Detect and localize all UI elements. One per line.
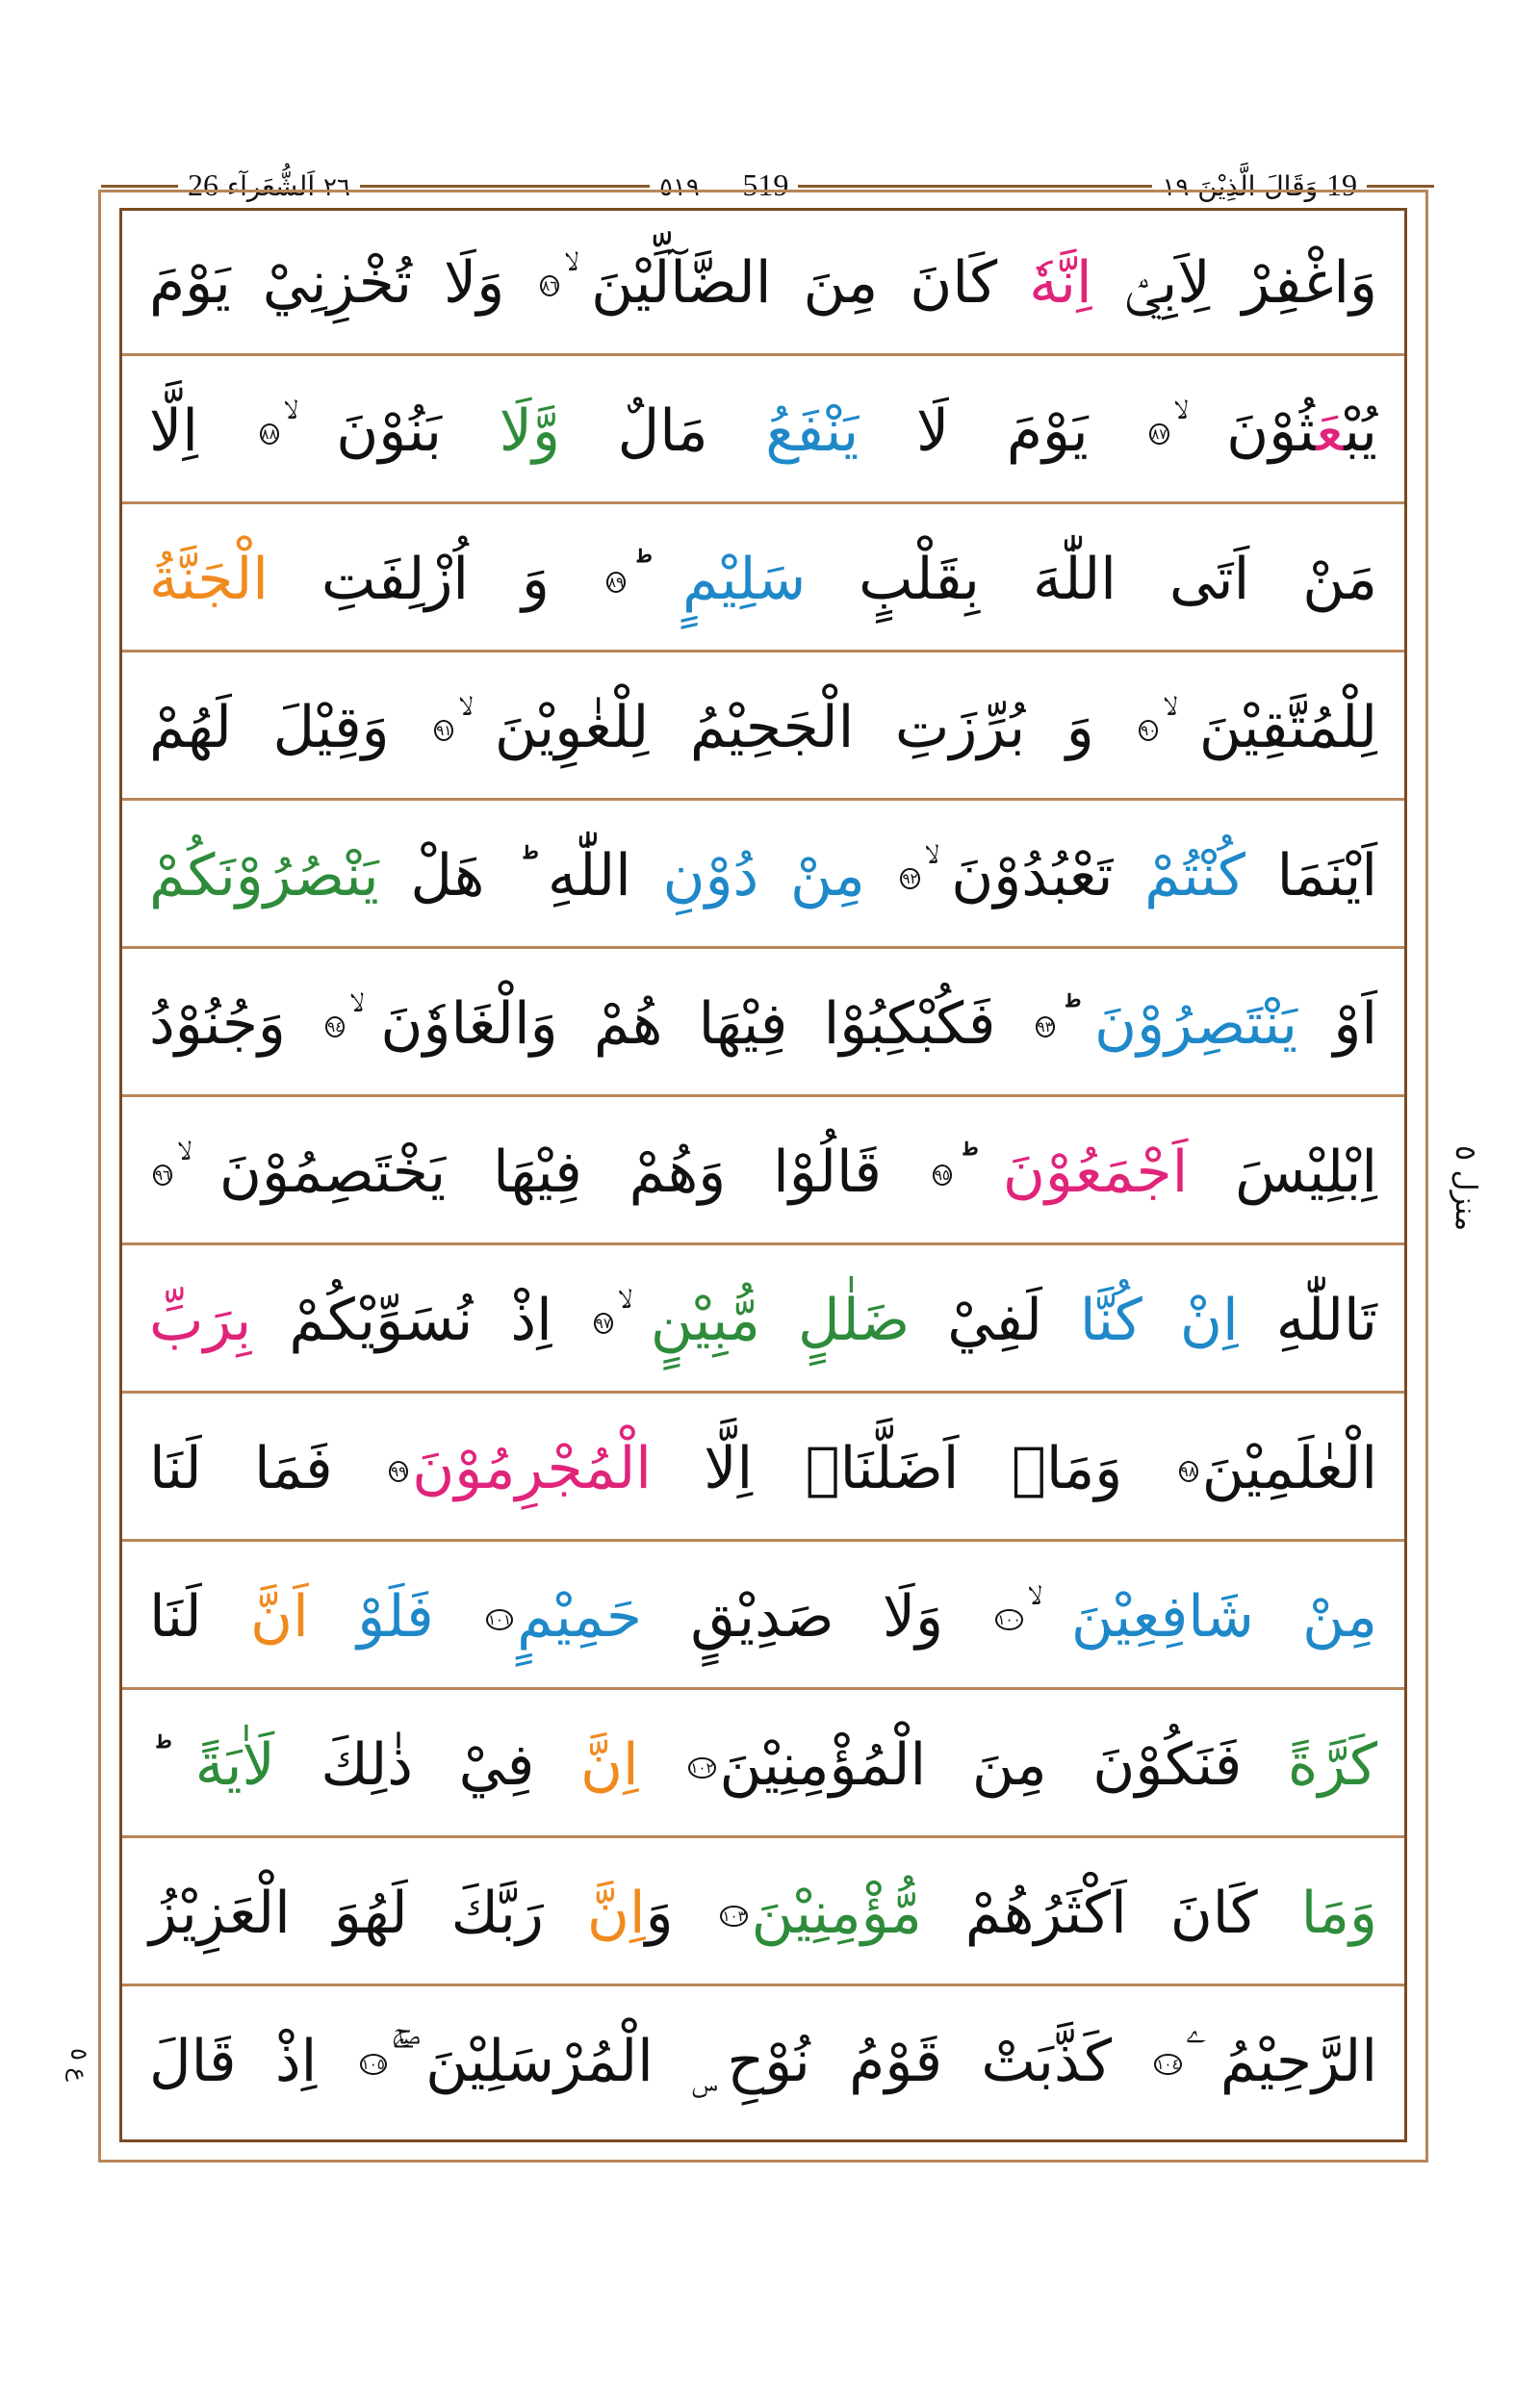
- text-segment: ؕ: [955, 1139, 1003, 1206]
- text-line: [122, 211, 1404, 356]
- text-segment: الرَّحِيْمُ ۧ: [1185, 2028, 1378, 2095]
- ayah-number-marker: ١٠٥: [361, 2056, 385, 2074]
- ayah-number-marker: ٩٥: [934, 1166, 950, 1185]
- text-segment: اَجْمَعُوْنَ: [1002, 1139, 1189, 1206]
- ayah-number-marker: ٩٧: [595, 1315, 611, 1333]
- text-segment: وَلَا صَدِيْقٍ: [642, 1583, 992, 1651]
- juz-number-arabic: ١٩: [1162, 173, 1190, 202]
- text-segment: مُّؤْمِنِيْنَ: [751, 1880, 922, 1947]
- text-segment: يُبْ: [1344, 397, 1378, 465]
- text-segment: اِنْ كُنَّا: [1079, 1287, 1239, 1354]
- text-segment: فِيْهَا هُمْ وَالْغَاوٗنَ ۙ: [348, 990, 824, 1058]
- text-segment: لَفِيْ: [910, 1287, 1080, 1354]
- ayah-number-marker: ٩٦: [155, 1166, 171, 1185]
- ruku-mark: ع ٥: [65, 2047, 92, 2082]
- text-segment: وَّلَا: [499, 397, 560, 465]
- surah-number-arabic: ٢٦: [323, 173, 350, 202]
- text-segment: لِلْمُتَّقِيْنَ ۙ: [1162, 694, 1377, 761]
- text-segment: لَنَا: [149, 1583, 251, 1651]
- ayah-number-marker: ١٠٠: [997, 1611, 1021, 1629]
- text-line: [122, 1841, 1404, 1986]
- text-segment: فَكُبْكِبُوْا: [823, 990, 1032, 1058]
- text-segment: لَاٰيَةً: [194, 1731, 275, 1799]
- text-segment: كُنْتُمْ: [1144, 842, 1245, 909]
- ayah-number-marker: ٨٦: [542, 277, 558, 295]
- text-line: [122, 507, 1404, 653]
- text-segment: ۙ: [1026, 1583, 1071, 1651]
- text-segment: وَاغْفِرْ لِاَبِيْۤ: [1091, 249, 1377, 317]
- text-segment: بَنُوْنَ ۙ: [282, 397, 500, 465]
- text-segment: اِذْ قَالَ: [149, 2028, 356, 2095]
- text-line: [122, 1396, 1404, 1542]
- text-segment: وَ بُرِّزَتِ الْجَحِيْمُ لِلْغٰوِيْنَ ۙ: [457, 694, 1136, 761]
- text-segment: ؕ: [149, 1731, 195, 1799]
- text-segment: اَنَّ: [250, 1583, 309, 1651]
- text-segment: الْعٰلَمِيْنَ: [1201, 1435, 1377, 1502]
- juz-number: 19: [1326, 167, 1357, 202]
- ayah-number-marker: ٨٩: [607, 574, 625, 592]
- text-segment: تَاللّٰهِ: [1238, 1287, 1377, 1354]
- text-line: [122, 1545, 1404, 1690]
- text-segment: فِيْ ذٰلِكَ: [274, 1731, 580, 1799]
- ayah-number-marker: ٨٨: [261, 425, 277, 444]
- ayah-number-marker: ١٠١: [488, 1611, 512, 1629]
- manzil-mark: منزل ٥: [1449, 1145, 1482, 1232]
- text-line: [122, 1693, 1404, 1838]
- text-line: [122, 1248, 1404, 1394]
- text-segment: يَوْمَ لَا: [859, 397, 1146, 465]
- ayah-number-marker: ١٠٤: [1156, 2056, 1180, 2074]
- text-segment: سَلِيْمٍ: [682, 546, 807, 613]
- text-segment: وَلَا تُخْزِنِيْ يَوْمَ: [149, 249, 537, 317]
- ayah-number-marker: ٩٤: [327, 1018, 344, 1037]
- ayah-number-marker: ٩٢: [902, 870, 918, 888]
- text-segment: كَذَّبَتْ قَوْمُ نُوْحِ ۣ الْمُرْسَلِيْنَ ۚۖ: [390, 2028, 1151, 2095]
- text-segment: مَالٌ: [559, 397, 766, 465]
- text-segment: وَ اُزْلِفَتِ: [268, 546, 603, 613]
- text-segment: مِنْ دُوْنِ: [662, 842, 865, 909]
- text-line: [122, 952, 1404, 1097]
- text-segment: يَنْتَصِرُوْنَ: [1094, 990, 1298, 1058]
- ayah-number-marker: ٩٠: [1141, 722, 1157, 740]
- text-segment: اِذْ نُسَوِّيْكُمْ: [251, 1287, 590, 1354]
- text-segment: مِنْ شَافِعِيْنَ: [1070, 1583, 1377, 1651]
- text-segment: وَمَاۤ اَضَلَّنَاۤ اِلَّا: [651, 1435, 1175, 1502]
- juz-name: وَقَالَ الَّذِيْنَ: [1197, 170, 1319, 202]
- text-segment: اِلَّا: [149, 397, 256, 465]
- surah-number: 26: [188, 167, 218, 202]
- text-segment: اِنَّ: [586, 1880, 646, 1947]
- text-segment: [865, 842, 897, 909]
- ayah-number-marker: ٩٨: [1180, 1463, 1196, 1481]
- text-segment: ضَلٰلٍ مُّبِيْنٍ: [650, 1287, 911, 1354]
- text-segment: ۙ: [616, 1287, 651, 1354]
- text-segment: الْجَنَّةُ: [149, 546, 269, 613]
- text-segment: تَعْبُدُوْنَ ۙ: [923, 842, 1145, 909]
- text-segment: عَ: [1316, 397, 1345, 465]
- text-segment: بِرَبِّ: [149, 1287, 252, 1354]
- text-segment: ؕ: [1058, 990, 1095, 1058]
- text-segment: حَمِيْمٍ: [517, 1583, 642, 1651]
- text-segment: اَوْ: [1297, 990, 1377, 1058]
- text-segment: وَمَا: [1300, 1880, 1377, 1947]
- text-segment: مَنْ اَتَى اللّٰهَ بِقَلْبٍ: [806, 546, 1378, 613]
- text-segment: يَنْفَعُ: [765, 397, 860, 465]
- text-segment: فَلَوْ: [308, 1583, 482, 1651]
- text-segment: فَمَا لَنَا: [149, 1435, 386, 1502]
- text-segment: وَ: [645, 1880, 717, 1947]
- text-segment: اَيْنَمَا: [1245, 842, 1378, 909]
- text-segment: الْمُجْرِمُوْنَ: [412, 1435, 652, 1502]
- text-segment: رَبَّكَ لَهُوَ الْعَزِيْزُ: [149, 1880, 587, 1947]
- text-segment: اِنَّ: [579, 1731, 639, 1799]
- text-segment: ؕ: [629, 546, 683, 613]
- text-segment: يَنْصُرُوْنَكُمْ: [149, 842, 379, 909]
- text-segment: قَالُوْا وَهُمْ فِيْهَا يَخْتَصِمُوْنَ ۙ: [176, 1139, 929, 1206]
- page-number: 519: [742, 167, 789, 202]
- text-segment: كَانَ مِنَ الضَّآلِّيْنَ ۙ: [563, 249, 1030, 317]
- text-segment: كَرَّةً: [1287, 1731, 1378, 1799]
- ayah-number-marker: ٩١: [436, 722, 452, 740]
- text-segment: [639, 1731, 685, 1799]
- text-segment: اِبْلِيْسَ: [1188, 1139, 1378, 1206]
- text-segment: اِنَّهٗ: [1029, 249, 1092, 317]
- ayah-number-marker: ١٠٢: [690, 1759, 714, 1778]
- text-line: [122, 655, 1404, 801]
- text-line: [122, 804, 1404, 949]
- ayah-number-marker: ٨٧: [1151, 425, 1168, 444]
- text-line: [122, 1989, 1404, 2135]
- text-segment: وَقِيْلَ لَهُمْ: [149, 694, 431, 761]
- ayah-number-marker: ٩٩: [391, 1463, 407, 1481]
- text-segment: وَجُنُوْدُ: [149, 990, 322, 1058]
- ayah-number-marker: ١٠٣: [722, 1907, 746, 1926]
- quran-text-lines: [122, 211, 1404, 2139]
- text-segment: فَنَكُوْنَ مِنَ الْمُؤْمِنِيْنَ: [719, 1731, 1288, 1799]
- page-number-arabic: ٥١٩: [659, 173, 700, 202]
- text-segment: كَانَ اَكْثَرُهُمْ: [921, 1880, 1301, 1947]
- surah-name: اَلشُّعَرآء: [226, 170, 316, 202]
- ayah-number-marker: ٩٣: [1037, 1018, 1053, 1037]
- text-segment: اللّٰهِ ؕ هَلْ: [378, 842, 663, 909]
- text-segment: ثُوْنَ ۙ: [1172, 397, 1317, 465]
- text-line: [122, 1100, 1404, 1245]
- text-line: [122, 359, 1404, 504]
